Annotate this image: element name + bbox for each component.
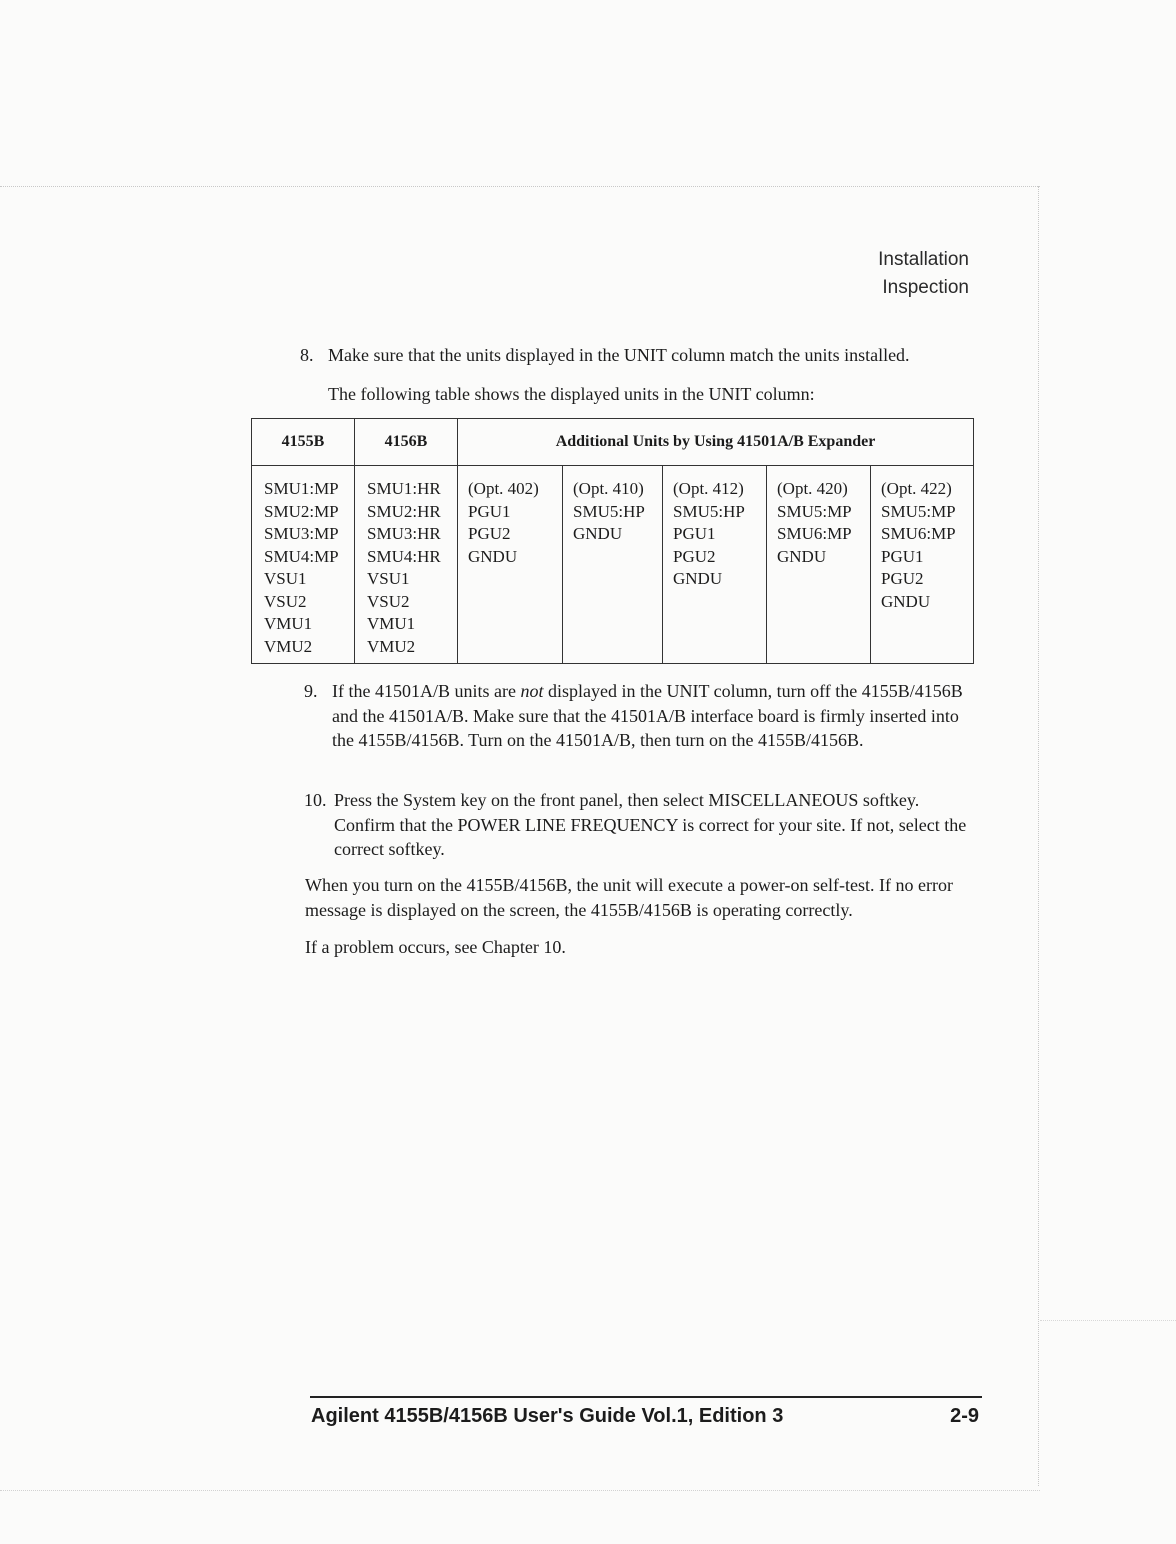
page-number: 2-9 [950, 1405, 979, 1427]
step-text [332, 679, 974, 753]
unit-entry: SMU2:MP [264, 501, 339, 521]
step-10 [304, 788, 974, 862]
unit-entry: GNDU [468, 546, 518, 566]
step-subtext: The following table shows the displayed units in the UNIT column: [328, 383, 815, 404]
unit-entry: SMU1:MP [264, 479, 339, 498]
column-opt-422 [871, 466, 974, 664]
unit-entry: GNDU [673, 569, 723, 588]
unit-entry: SMU5:HP [673, 501, 745, 521]
unit-entry: VMU2 [264, 636, 313, 656]
unit-entry: PGU1 [468, 501, 511, 521]
unit-entry: VSU2 [264, 591, 307, 611]
unit-entry: PGU2 [673, 546, 716, 566]
unit-entry: PGU1 [881, 546, 924, 566]
units-table [251, 418, 974, 664]
footer-rule [310, 1396, 982, 1398]
unit-entry: VSU1 [367, 569, 410, 588]
column-opt-402 [458, 466, 563, 664]
unit-entry: SMU2:HR [367, 501, 441, 521]
step-text-end: displayed in the UNIT column, turn off the 4155B/4156B and the 41501A/B. Make sure that the 41501A/B interface board is firmly inserted into the 4155B/4156B. Turn on the 41501A/B, then turn on the 4155B/4156B. [332, 681, 963, 750]
unit-entry: GNDU [881, 591, 931, 611]
unit-entry: SMU6:MP [777, 524, 852, 543]
unit-entry: SMU1:HR [367, 479, 441, 498]
unit-entry: GNDU [777, 546, 827, 566]
unit-entry: VMU1 [264, 614, 313, 633]
unit-entry: VSU1 [264, 569, 307, 588]
unit-entry: (Opt. 402) [468, 479, 539, 498]
column-4156b-units [355, 466, 458, 664]
step-text: Make sure that the units displayed in the UNIT column match the units installed. [328, 345, 910, 365]
unit-entry: SMU5:MP [777, 501, 852, 521]
step-8 [300, 343, 980, 406]
column-opt-420 [767, 466, 871, 664]
self-test-paragraph: When you turn on the 4155B/4156B, the unit will execute a power-on self-test. If no error message is displayed on the screen, the 4155B/4156B is operating correctly. [305, 875, 953, 920]
unit-entry: GNDU [573, 524, 623, 543]
problem-paragraph: If a problem occurs, see Chapter 10. [305, 937, 566, 957]
unit-entry: SMU4:HR [367, 546, 441, 566]
unit-entry: SMU5:HP [573, 501, 645, 521]
column-opt-410 [563, 466, 663, 664]
unit-entry: PGU2 [468, 524, 511, 543]
unit-entry: (Opt. 422) [881, 479, 952, 498]
unit-entry: VMU1 [367, 614, 416, 633]
step-number: 10. [304, 790, 327, 810]
running-header [878, 246, 969, 302]
unit-entry: SMU3:MP [264, 524, 339, 543]
header-section: Inspection [882, 277, 969, 298]
scan-edge-top [0, 186, 1040, 187]
unit-entry: VSU2 [367, 591, 410, 611]
unit-entry: (Opt. 420) [777, 479, 848, 498]
step-number: 8. [300, 345, 314, 365]
step-number: 9. [304, 681, 318, 701]
step-text-start: If the 41501A/B units are [332, 681, 521, 701]
scan-edge-right-lower [1040, 1320, 1176, 1321]
page-footer [311, 1405, 979, 1428]
unit-entry: SMU4:MP [264, 546, 339, 566]
scan-edge-right [1038, 186, 1039, 1486]
step-text: Press the System key on the front panel, then select MISCELLANEOUS softkey. Confirm that the POWER LINE FREQUENCY is correct for your site. If not, select the correct softkey. [334, 790, 967, 859]
header-4156b: 4156B [355, 419, 458, 466]
header-additional-units: Additional Units by Using 41501A/B Expander [458, 419, 974, 466]
unit-entry: PGU2 [881, 569, 924, 588]
unit-entry: (Opt. 412) [673, 479, 744, 498]
scan-edge-bottom [0, 1490, 1040, 1491]
header-chapter: Installation [878, 249, 969, 270]
column-opt-412 [663, 466, 767, 664]
unit-entry: SMU6:MP [881, 524, 956, 543]
unit-entry: SMU3:HR [367, 524, 441, 543]
footer-title: Agilent 4155B/4156B User's Guide Vol.1, Edition 3 [311, 1405, 784, 1427]
unit-entry: VMU2 [367, 636, 416, 656]
unit-entry: SMU5:MP [881, 501, 956, 521]
step-text-emphasis: not [520, 681, 544, 701]
header-4155b: 4155B [252, 419, 355, 466]
unit-entry: (Opt. 410) [573, 479, 644, 498]
unit-entry: PGU1 [673, 524, 716, 543]
step-9 [304, 679, 974, 753]
column-4155b-units [252, 466, 355, 664]
